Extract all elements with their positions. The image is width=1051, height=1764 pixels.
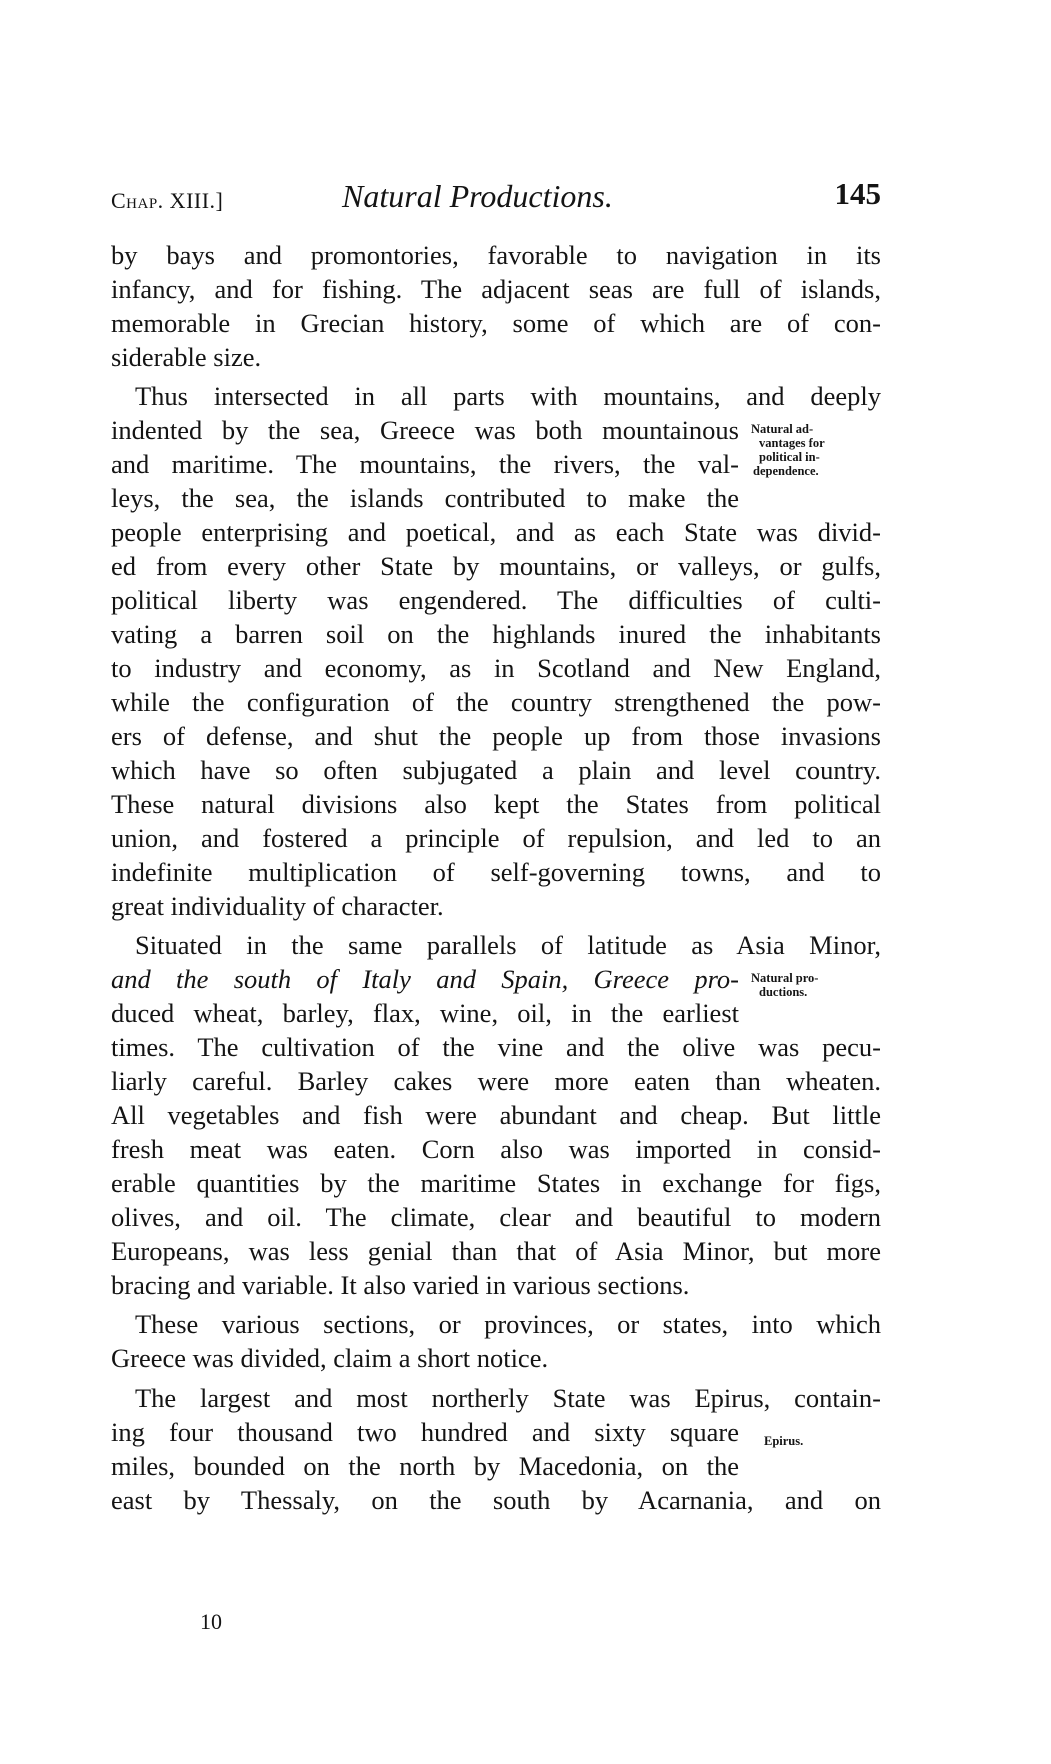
text-line: union, and fostered a principle of repulsion, and led to an bbox=[111, 823, 881, 853]
text-line: These natural divisions also kept the States from political bbox=[111, 789, 881, 819]
text-line: to industry and economy, as in Scotland and New England, bbox=[111, 653, 881, 683]
text-line: Situated in the same parallels of latitude as Asia Minor, bbox=[135, 930, 881, 960]
text-line: great individuality of character. bbox=[111, 891, 444, 921]
text-line: and the south of Italy and Spain, Greece pro- bbox=[111, 964, 739, 994]
text-line: All vegetables and fish were abundant and cheap. But little bbox=[111, 1100, 881, 1130]
text-line: indented by the sea, Greece was both mountainous bbox=[111, 415, 739, 445]
text-line: infancy, and for fishing. The adjacent seas are full of islands, bbox=[111, 274, 881, 304]
text-line: and maritime. The mountains, the rivers, the val- bbox=[111, 449, 739, 479]
text-line: leys, the sea, the islands contributed to make the bbox=[111, 483, 739, 513]
text-line: ers of defense, and shut the people up from those invasions bbox=[111, 721, 881, 751]
text-line: east by Thessaly, on the south by Acarnania, and on bbox=[111, 1485, 881, 1515]
text-line: erable quantities by the maritime States in exchange for figs, bbox=[111, 1168, 881, 1198]
text-line: These various sections, or provinces, or states, into which bbox=[135, 1309, 881, 1339]
text-line: The largest and most northerly State was Epirus, contain- bbox=[135, 1383, 881, 1413]
text-line: olives, and oil. The climate, clear and beautiful to modern bbox=[111, 1202, 881, 1232]
margin-note-line: political in- bbox=[759, 450, 820, 464]
text-line: memorable in Grecian history, some of which are of con- bbox=[111, 308, 881, 338]
chapter-label: Chap. XIII.] bbox=[111, 188, 224, 213]
running-header bbox=[111, 174, 881, 216]
text-line: Thus intersected in all parts with mountains, and deeply bbox=[135, 381, 881, 411]
text-line: political liberty was engendered. The difficulties of culti- bbox=[111, 585, 881, 615]
text-line: ing four thousand two hundred and sixty square bbox=[111, 1417, 739, 1447]
text-line: bracing and variable. It also varied in various sections. bbox=[111, 1270, 690, 1300]
margin-note-line: Natural pro- bbox=[751, 971, 819, 985]
margin-note-line: vantages for bbox=[759, 436, 825, 450]
text-line: siderable size. bbox=[111, 342, 262, 372]
text-line: which have so often subjugated a plain and level country. bbox=[111, 755, 881, 785]
text-line: indefinite multiplication of self-governing towns, and to bbox=[111, 857, 881, 887]
text-line: ed from every other State by mountains, or valleys, or gulfs, bbox=[111, 551, 881, 581]
text-line: duced wheat, barley, flax, wine, oil, in the earliest bbox=[111, 998, 739, 1028]
text-line: while the configuration of the country strengthened the pow- bbox=[111, 687, 881, 717]
margin-note-line: dependence. bbox=[753, 464, 819, 478]
text-line: Europeans, was less genial than that of Asia Minor, but more bbox=[111, 1236, 881, 1266]
text-line: by bays and promontories, favorable to navigation in its bbox=[111, 240, 881, 270]
text-line: miles, bounded on the north by Macedonia, on the bbox=[111, 1451, 739, 1481]
margin-note-line: Epirus. bbox=[764, 1434, 804, 1448]
text-line: liarly careful. Barley cakes were more eaten than wheaten. bbox=[111, 1066, 881, 1096]
page-number: 145 bbox=[834, 176, 881, 211]
running-title: Natural Productions. bbox=[342, 178, 613, 214]
text-line: people enterprising and poetical, and as each State was divid- bbox=[111, 517, 881, 547]
text-line: fresh meat was eaten. Corn also was imported in consid- bbox=[111, 1134, 881, 1164]
text-line: vating a barren soil on the highlands inured the inhabitants bbox=[111, 619, 881, 649]
margin-note-line: ductions. bbox=[759, 985, 808, 999]
text-line: Greece was divided, claim a short notice. bbox=[111, 1343, 549, 1373]
text-line: times. The cultivation of the vine and the olive was pecu- bbox=[111, 1032, 881, 1062]
margin-note-line: Natural ad- bbox=[751, 422, 814, 436]
signature-mark: 10 bbox=[200, 1609, 222, 1634]
